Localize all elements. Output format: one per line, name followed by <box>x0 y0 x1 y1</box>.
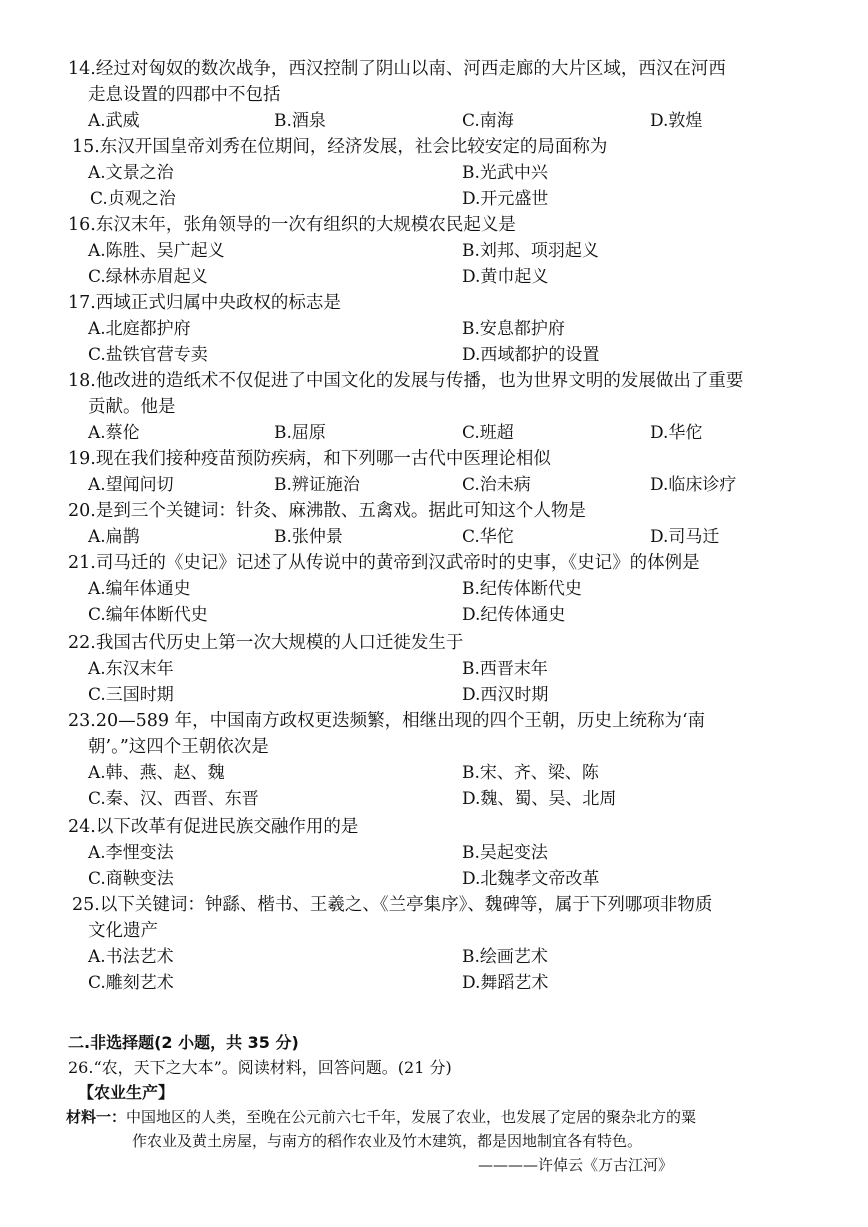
question-19-stem: 19.现在我们接种疫苗预防疾病，和下列哪一古代中医理论相似 <box>68 449 551 469</box>
q24-option-c: C.商鞅变法 <box>88 869 174 889</box>
q17-option-d: D.西域都护的设置 <box>462 345 600 365</box>
question-15-stem: 15.东汉开国皇帝刘秀在位期间，经济发展，社会比较安定的局面称为 <box>72 137 608 157</box>
question-23-stem-line2: 朝’。”这四个王朝依次是 <box>88 737 269 757</box>
question-17-stem: 17.西域正式归属中央政权的标志是 <box>68 293 341 313</box>
q17-option-c: C.盐铁官营专卖 <box>88 345 208 365</box>
q17-option-a: A.北庭都护府 <box>88 319 191 339</box>
q24-option-b: B.吴起变法 <box>462 843 548 863</box>
q20-option-a: A.扁鹊 <box>88 527 140 547</box>
q19-option-a: A.望闻问切 <box>88 475 174 495</box>
q14-option-c: C.南海 <box>462 111 514 131</box>
question-18-stem-line2: 贡献。他是 <box>88 397 176 417</box>
q18-option-d: D.华佗 <box>650 423 703 443</box>
q17-option-b: B.安息都护府 <box>462 319 565 339</box>
q15-option-d: D.开元盛世 <box>462 189 549 209</box>
question-25-stem-line2: 文化遗产 <box>88 921 158 941</box>
section2-heading: 二.非选择题(2 小题，共 35 分) <box>68 1033 299 1052</box>
q25-option-c: C.雕刻艺术 <box>88 973 174 993</box>
q15-option-b: B.光武中兴 <box>462 163 548 183</box>
q23-option-a: A.韩、燕、赵、魏 <box>88 763 225 783</box>
q22-option-a: A.东汉末年 <box>88 659 174 679</box>
q18-option-c: C.班超 <box>462 423 514 443</box>
q16-option-a: A.陈胜、吴广起义 <box>88 241 225 261</box>
q14-option-b: B.酒泉 <box>274 111 326 131</box>
material-one <box>66 1104 696 1130</box>
q16-option-c: C.绿林赤眉起义 <box>88 267 208 287</box>
q19-option-b: B.辨证施治 <box>274 475 360 495</box>
q21-option-a: A.编年体通史 <box>88 579 191 599</box>
q22-option-d: D.西汉时期 <box>462 685 549 705</box>
q19-option-c: C.治未病 <box>462 475 531 495</box>
question-26-stem: 26.“农，天下之大本”。阅读材料，回答问题。(21 分) <box>68 1058 452 1077</box>
q25-option-a: A.书法艺术 <box>88 947 174 967</box>
subsection-heading: 【农业生产】 <box>78 1083 175 1102</box>
q18-option-a: A.蔡伦 <box>88 423 140 443</box>
q23-option-b: B.宋、齐、梁、陈 <box>462 763 599 783</box>
question-22-stem: 22.我国古代历史上第一次大规模的人口迁徙发生于 <box>68 633 464 653</box>
q20-option-c: C.华佗 <box>462 527 514 547</box>
q23-option-c: C.秦、汉、西晋、东晋 <box>88 789 259 809</box>
q16-option-d: D.黄巾起义 <box>462 267 549 287</box>
q14-option-d: D.敦煌 <box>650 111 703 131</box>
q21-option-d: D.纪传体通史 <box>462 605 566 625</box>
q21-option-b: B.纪传体断代史 <box>462 579 582 599</box>
question-14-stem-line2: 走息设置的四郡中不包括 <box>88 85 281 105</box>
q15-option-c: C.贞观之治 <box>90 189 176 209</box>
q21-option-c: C.编年体断代史 <box>88 605 208 625</box>
question-24-stem: 24.以下改革有促进民族交融作用的是 <box>68 817 359 837</box>
q20-option-d: D.司马迁 <box>650 527 720 547</box>
q24-option-a: A.李悝变法 <box>88 843 174 863</box>
question-18-stem-line1: 18.他改进的造纸术不仅促进了中国文化的发展与传播，也为世界文明的发展做出了重要 <box>68 371 744 391</box>
q20-option-b: B.张仲景 <box>274 527 343 547</box>
q16-option-b: B.刘邦、项羽起义 <box>462 241 599 261</box>
q23-option-d: D.魏、蜀、吴、北周 <box>462 789 617 809</box>
q24-option-d: D.北魏孝文帝改革 <box>462 869 600 889</box>
q25-option-d: D.舞蹈艺术 <box>462 973 549 993</box>
question-23-stem-line1: 23.20—589 年，中国南方政权更迭频繁，相继出现的四个王朝，历史上统称为‘南 <box>68 711 706 731</box>
q25-option-b: B.绘画艺术 <box>462 947 548 967</box>
question-25-stem-line1: 25.以下关键词：钟繇、楷书、王羲之、《兰亭集序》、魏碑等，属于下列哪项非物质 <box>72 895 713 915</box>
question-20-stem: 20.是到三个关键词：针灸、麻沸散、五禽戏。据此可知这个人物是 <box>68 501 586 521</box>
q15-option-a: A.文景之治 <box>88 163 174 183</box>
question-14-stem-line1: 14.经过对匈奴的数次战争，西汉控制了阴山以南、河西走廊的大片区域，西汉在河西 <box>68 59 726 79</box>
material-text-line2: 作农业及黄土房屋，与南方的稻作农业及竹木建筑，都是因地制宜各有特色。 <box>132 1132 643 1150</box>
material-source: ————许倬云《万古江河》 <box>478 1156 674 1174</box>
q19-option-d: D.临床诊疗 <box>650 475 737 495</box>
q18-option-b: B.屈原 <box>274 423 326 443</box>
material-text-line1: 中国地区的人类，至晚在公元前六七千年，发展了农业，也发展了定居的聚杂北方的粟 <box>126 1108 697 1126</box>
q14-option-a: A.武威 <box>88 111 140 131</box>
q22-option-b: B.西晋末年 <box>462 659 548 679</box>
q22-option-c: C.三国时期 <box>88 685 174 705</box>
question-16-stem: 16.东汉末年，张角领导的一次有组织的大规模农民起义是 <box>68 215 516 235</box>
question-21-stem: 21.司马迁的《史记》记述了从传说中的黄帝到汉武帝时的史事，《史记》的体例是 <box>68 553 700 573</box>
material-label: 材料一： <box>66 1108 127 1126</box>
